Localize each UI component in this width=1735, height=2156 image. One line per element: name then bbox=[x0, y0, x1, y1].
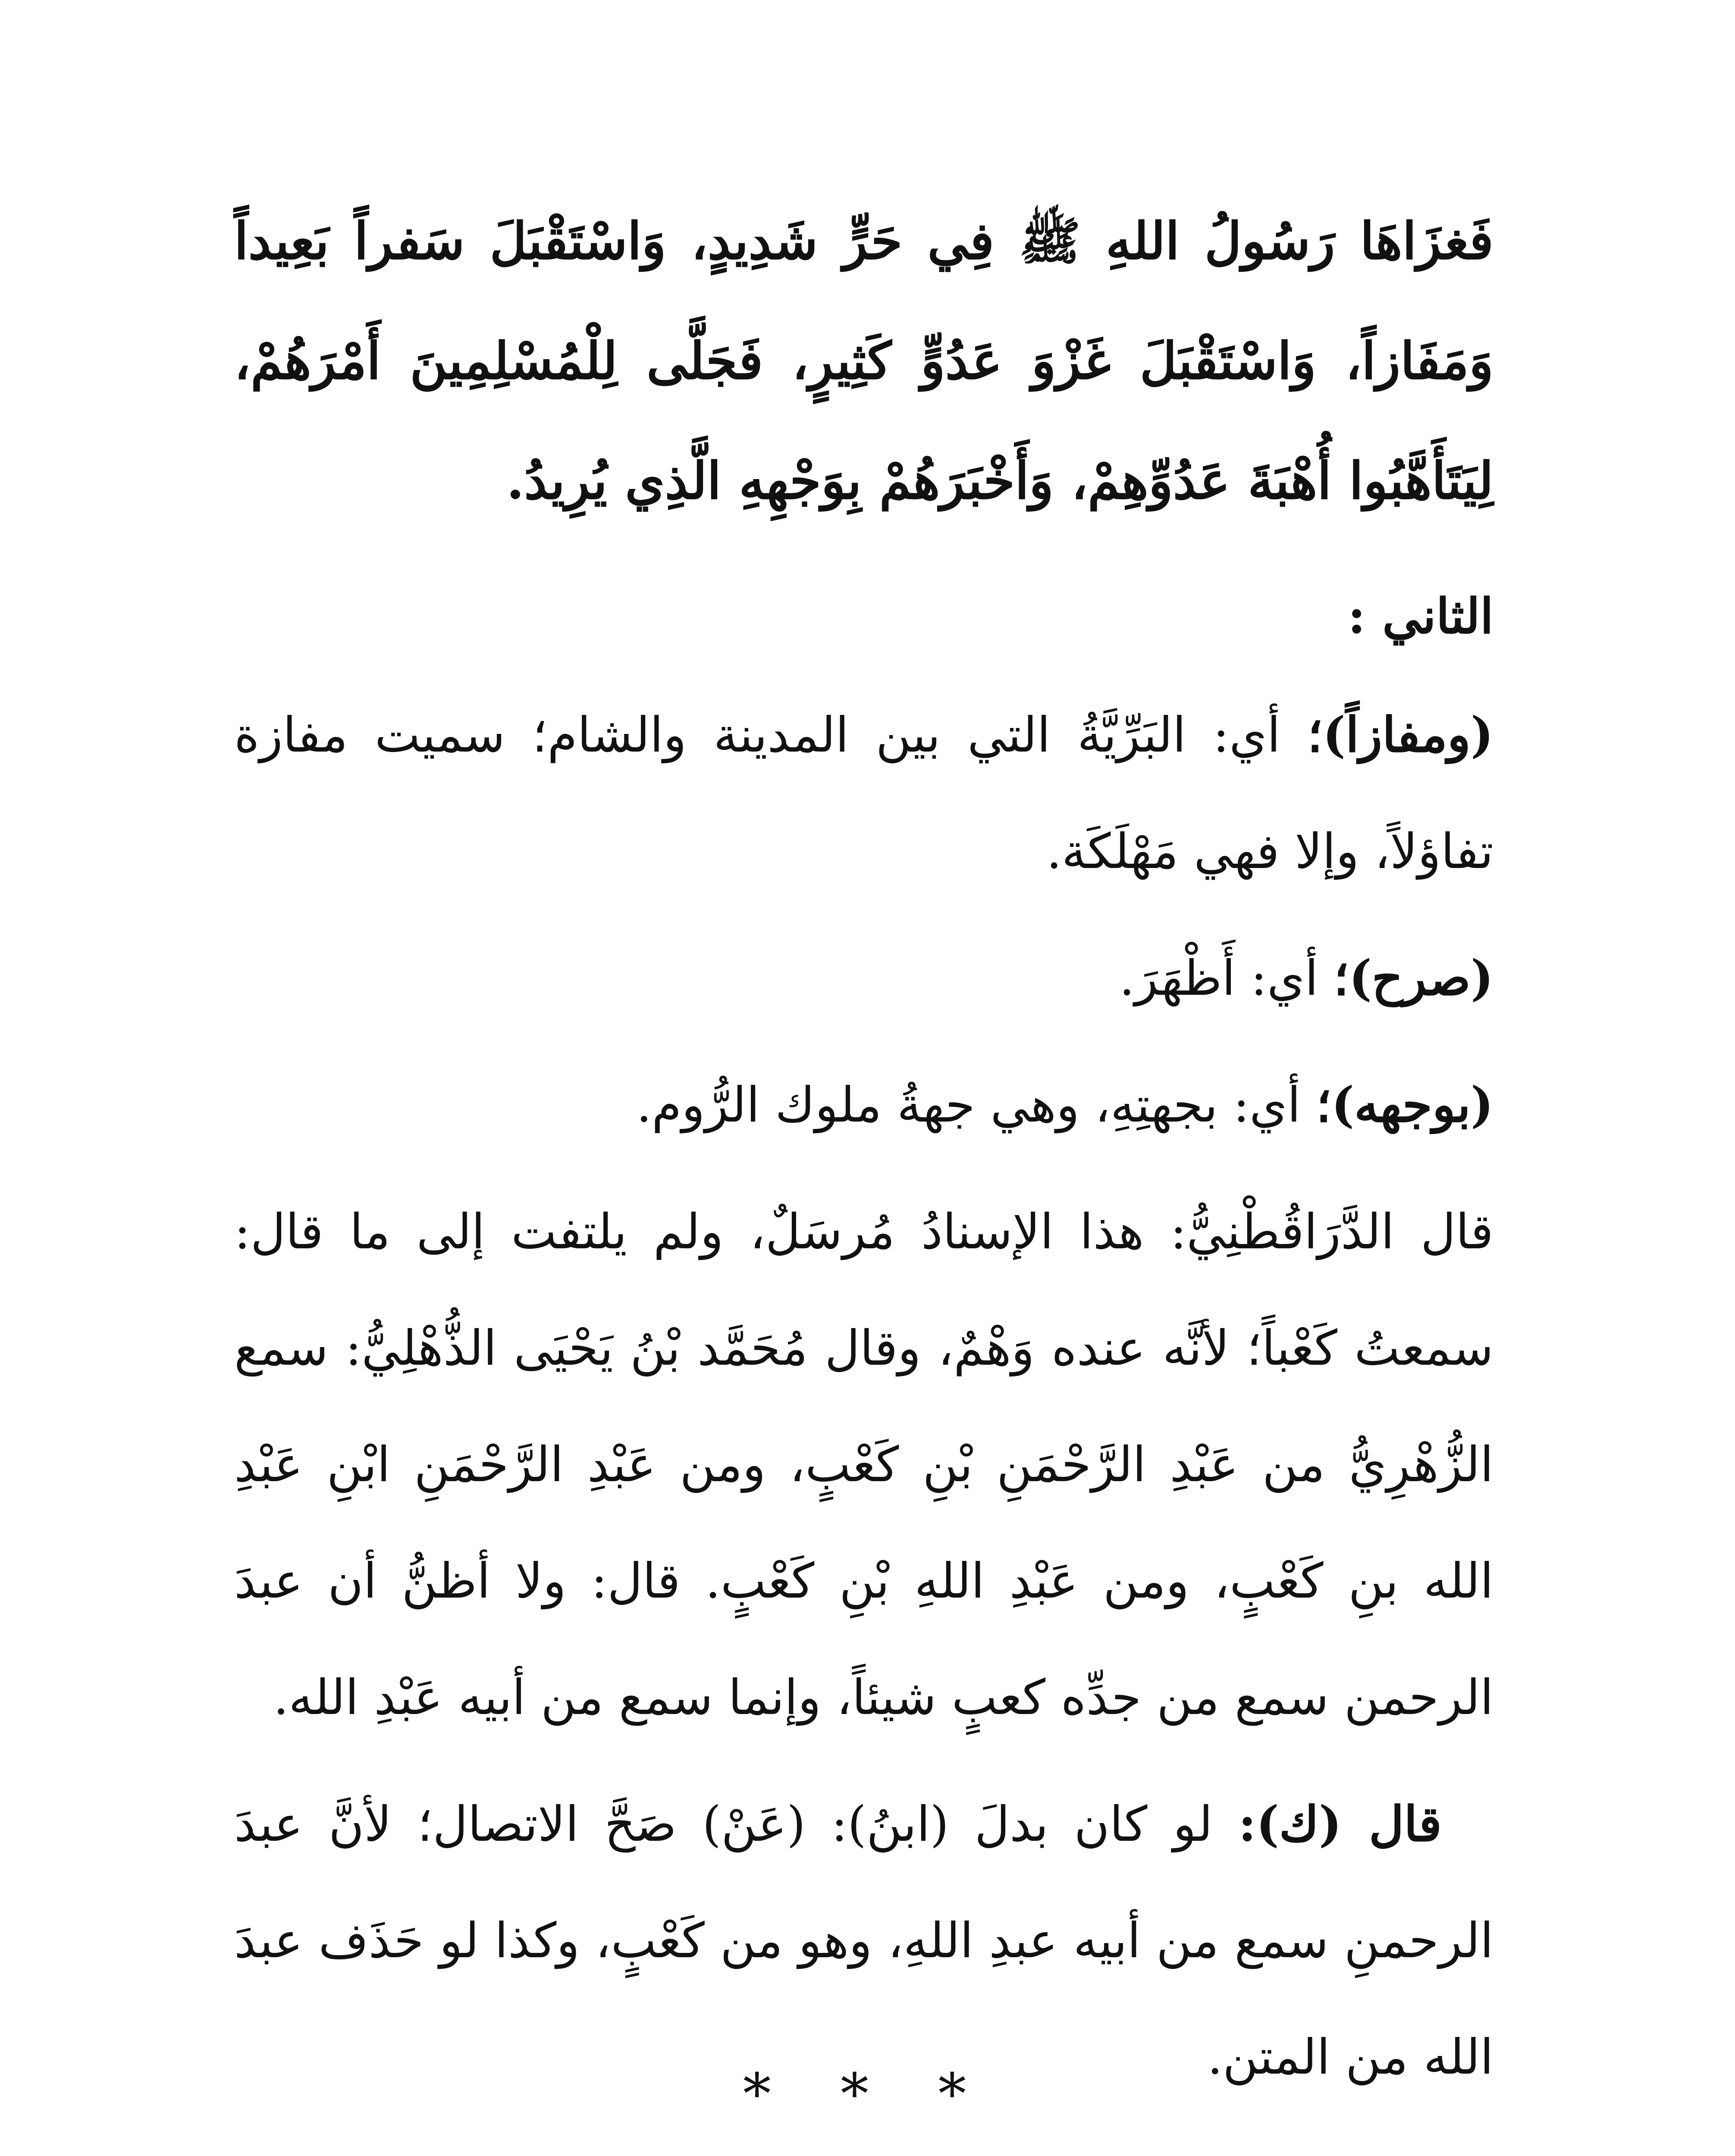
commentary-block bbox=[234, 677, 1493, 2126]
gloss-biwajhihi bbox=[234, 1047, 1493, 1163]
daraqutni-paragraph: قال الدَّرَاقُطْنِيُّ: هذا الإسنادُ مُرسَلٌ، ولم يلتفت إلى ما قال: سمعتُ كَعْباً؛ لأنَّه عنده وَهْمٌ، وقال مُحَمَّد بْنُ يَحْيَى الذُّهْلِيُّ: سمع الزُّهْرِيُّ من عَبْدِ الرَّحْمَنِ بْنِ كَعْبٍ، ومن عَبْدِ الرَّحْمَنِ ابْنِ عَبْدِ الله بنِ كَعْبٍ، ومن عَبْدِ اللهِ بْنِ كَعْبٍ. قال: ولا أظنُّ أن عبدَ الرحمن سمع من جدِّه كعبٍ شيئاً، وإنما سمع من أبيه عَبْدِ الله. bbox=[234, 1204, 1494, 1726]
k-label: قال (ك): bbox=[1238, 1796, 1442, 1852]
gloss-term: (ومفازاً)؛ bbox=[1307, 707, 1493, 763]
hadith-text: فَغزَاهَا رَسُولُ اللهِ ﷺ فِي حَرٍّ شَدِيدٍ، وَاسْتَقْبَلَ سَفراً بَعِيداً وَمَفَازاً، وَاسْتَقْبَلَ غَزْوَ عَدُوٍّ كَثِيرٍ، فَجَلَّى لِلْمُسْلِمِينَ أَمْرَهُمْ، لِيَتَأَهَّبُوا أُهْبَةَ عَدُوِّهِمْ، وَأَخْبَرَهُمْ بِوَجْهِهِ الَّذِي يُرِيدُ. bbox=[234, 211, 1493, 511]
gloss-text: أي: البَرِّيَّةُ التي بين المدينة والشام؛ سميت مفازة تفاؤلاً، وإلا فهي مَهْلَكَة. bbox=[234, 707, 1493, 880]
gloss-term: (صرح)؛ bbox=[1333, 950, 1493, 1006]
gloss-text: أي: أَظْهَرَ. bbox=[1119, 950, 1334, 1006]
section-separator: * * * bbox=[743, 2061, 992, 2127]
gloss-term: (بوجهه)؛ bbox=[1316, 1077, 1493, 1133]
section-heading: الثاني : bbox=[1347, 588, 1493, 645]
hadith-text-block bbox=[234, 181, 1493, 551]
gloss-text: أي: بجهتِهِ، وهي جهةُ ملوك الرُّوم. bbox=[636, 1077, 1316, 1133]
gloss-sarraha bbox=[234, 920, 1493, 1037]
gloss-mafaza bbox=[234, 677, 1493, 910]
k-text: لو كان بدلَ (ابنُ): (عَنْ) صَحَّ الاتصال؛ لأنَّ عبدَ الرحمنِ سمع من أبيه عبدِ اللهِ، وهو من كَعْبٍ، وكذا لو حَذَف عبدَ الله من المتن. bbox=[234, 1796, 1493, 2085]
